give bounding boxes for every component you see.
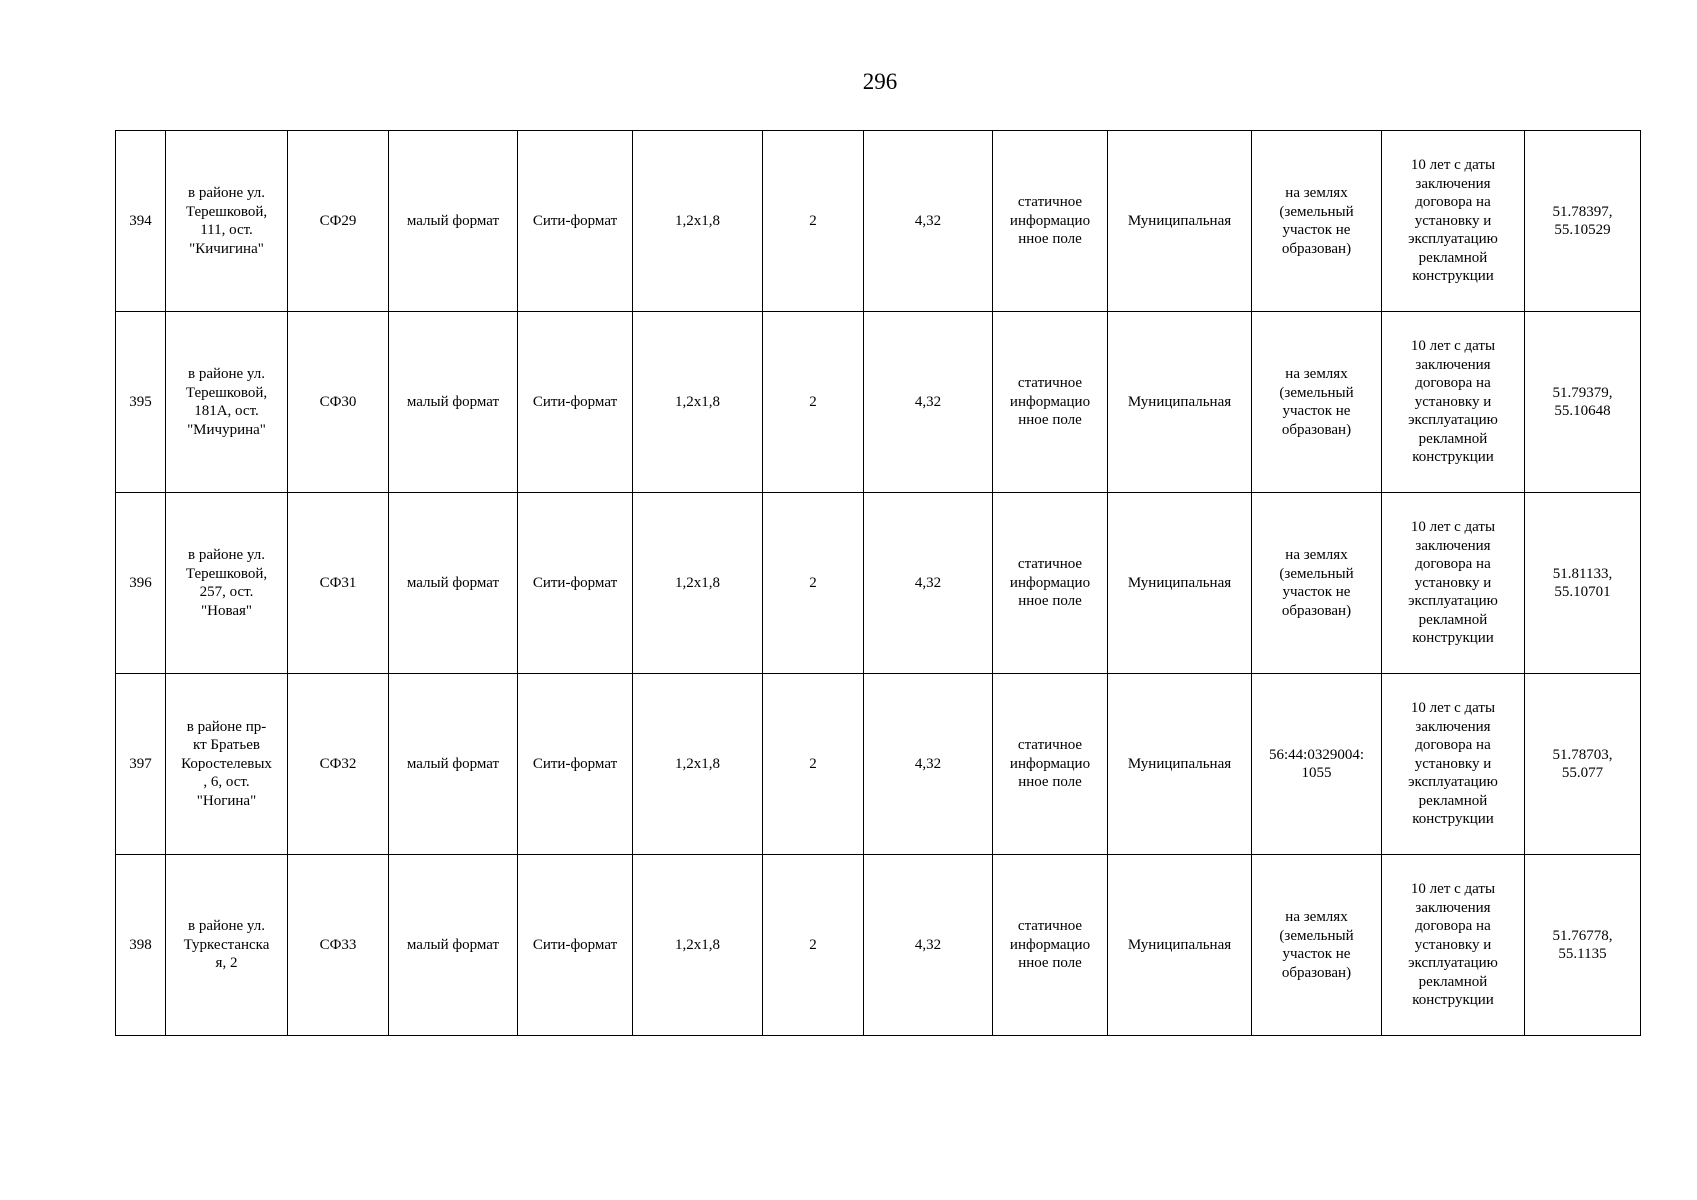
type-cell: Сити-формат	[518, 493, 633, 674]
table-row	[116, 131, 1641, 312]
coordinates-cell: 51.78397, 55.10529	[1525, 131, 1641, 312]
address-cell: в районе ул. Терешковой, 111, ост. "Кичигина"	[166, 131, 288, 312]
info-field-cell: статичное информацио нное поле	[993, 674, 1108, 855]
code-cell: СФ30	[288, 312, 389, 493]
address-cell: в районе ул. Терешковой, 181А, ост. "Мичурина"	[166, 312, 288, 493]
code-cell: СФ33	[288, 855, 389, 1036]
table-row	[116, 493, 1641, 674]
land-plot-cell: на землях (земельный участок не образован)	[1252, 131, 1382, 312]
row-number-cell: 397	[116, 674, 166, 855]
coordinates-cell: 51.78703, 55.077	[1525, 674, 1641, 855]
format-cell: малый формат	[389, 855, 518, 1036]
land-plot-cell: 56:44:0329004: 1055	[1252, 674, 1382, 855]
size-cell: 1,2х1,8	[633, 674, 763, 855]
table-row	[116, 674, 1641, 855]
page-number: 296	[862, 69, 898, 94]
area-cell: 4,32	[864, 131, 993, 312]
term-cell: 10 лет с даты заключения договора на установку и эксплуатацию рекламной конструкции	[1382, 674, 1525, 855]
table-row	[116, 312, 1641, 493]
row-number-cell: 395	[116, 312, 166, 493]
size-cell: 1,2х1,8	[633, 855, 763, 1036]
ownership-cell: Муниципальная	[1108, 131, 1252, 312]
land-plot-cell: на землях (земельный участок не образован)	[1252, 312, 1382, 493]
row-number-cell: 398	[116, 855, 166, 1036]
code-cell: СФ32	[288, 674, 389, 855]
area-cell: 4,32	[864, 855, 993, 1036]
area-cell: 4,32	[864, 312, 993, 493]
type-cell: Сити-формат	[518, 674, 633, 855]
table-row	[116, 855, 1641, 1036]
land-plot-cell: на землях (земельный участок не образован)	[1252, 493, 1382, 674]
format-cell: малый формат	[389, 312, 518, 493]
row-number-cell: 394	[116, 131, 166, 312]
address-cell: в районе ул. Терешковой, 257, ост. "Новая"	[166, 493, 288, 674]
size-cell: 1,2х1,8	[633, 312, 763, 493]
row-number-cell: 396	[116, 493, 166, 674]
term-cell: 10 лет с даты заключения договора на установку и эксплуатацию рекламной конструкции	[1382, 493, 1525, 674]
coordinates-cell: 51.76778, 55.1135	[1525, 855, 1641, 1036]
term-cell: 10 лет с даты заключения договора на установку и эксплуатацию рекламной конструкции	[1382, 131, 1525, 312]
info-field-cell: статичное информацио нное поле	[993, 855, 1108, 1036]
ownership-cell: Муниципальная	[1108, 674, 1252, 855]
code-cell: СФ29	[288, 131, 389, 312]
type-cell: Сити-формат	[518, 312, 633, 493]
type-cell: Сити-формат	[518, 855, 633, 1036]
sides-cell: 2	[763, 493, 864, 674]
format-cell: малый формат	[389, 131, 518, 312]
info-field-cell: статичное информацио нное поле	[993, 493, 1108, 674]
term-cell: 10 лет с даты заключения договора на установку и эксплуатацию рекламной конструкции	[1382, 312, 1525, 493]
coordinates-cell: 51.81133, 55.10701	[1525, 493, 1641, 674]
ownership-cell: Муниципальная	[1108, 312, 1252, 493]
address-cell: в районе пр- кт Братьев Коростелевых , 6, ост. "Ногина"	[166, 674, 288, 855]
sides-cell: 2	[763, 674, 864, 855]
size-cell: 1,2х1,8	[633, 131, 763, 312]
code-cell: СФ31	[288, 493, 389, 674]
ownership-cell: Муниципальная	[1108, 493, 1252, 674]
table-body	[116, 131, 1641, 1036]
sides-cell: 2	[763, 312, 864, 493]
land-plot-cell: на землях (земельный участок не образован)	[1252, 855, 1382, 1036]
sides-cell: 2	[763, 131, 864, 312]
ownership-cell: Муниципальная	[1108, 855, 1252, 1036]
info-field-cell: статичное информацио нное поле	[993, 312, 1108, 493]
term-cell: 10 лет с даты заключения договора на установку и эксплуатацию рекламной конструкции	[1382, 855, 1525, 1036]
type-cell: Сити-формат	[518, 131, 633, 312]
coordinates-cell: 51.79379, 55.10648	[1525, 312, 1641, 493]
size-cell: 1,2х1,8	[633, 493, 763, 674]
format-cell: малый формат	[389, 674, 518, 855]
format-cell: малый формат	[389, 493, 518, 674]
advertising-structures-table	[115, 130, 1641, 1036]
sides-cell: 2	[763, 855, 864, 1036]
area-cell: 4,32	[864, 493, 993, 674]
area-cell: 4,32	[864, 674, 993, 855]
info-field-cell: статичное информацио нное поле	[993, 131, 1108, 312]
address-cell: в районе ул. Туркестанска я, 2	[166, 855, 288, 1036]
